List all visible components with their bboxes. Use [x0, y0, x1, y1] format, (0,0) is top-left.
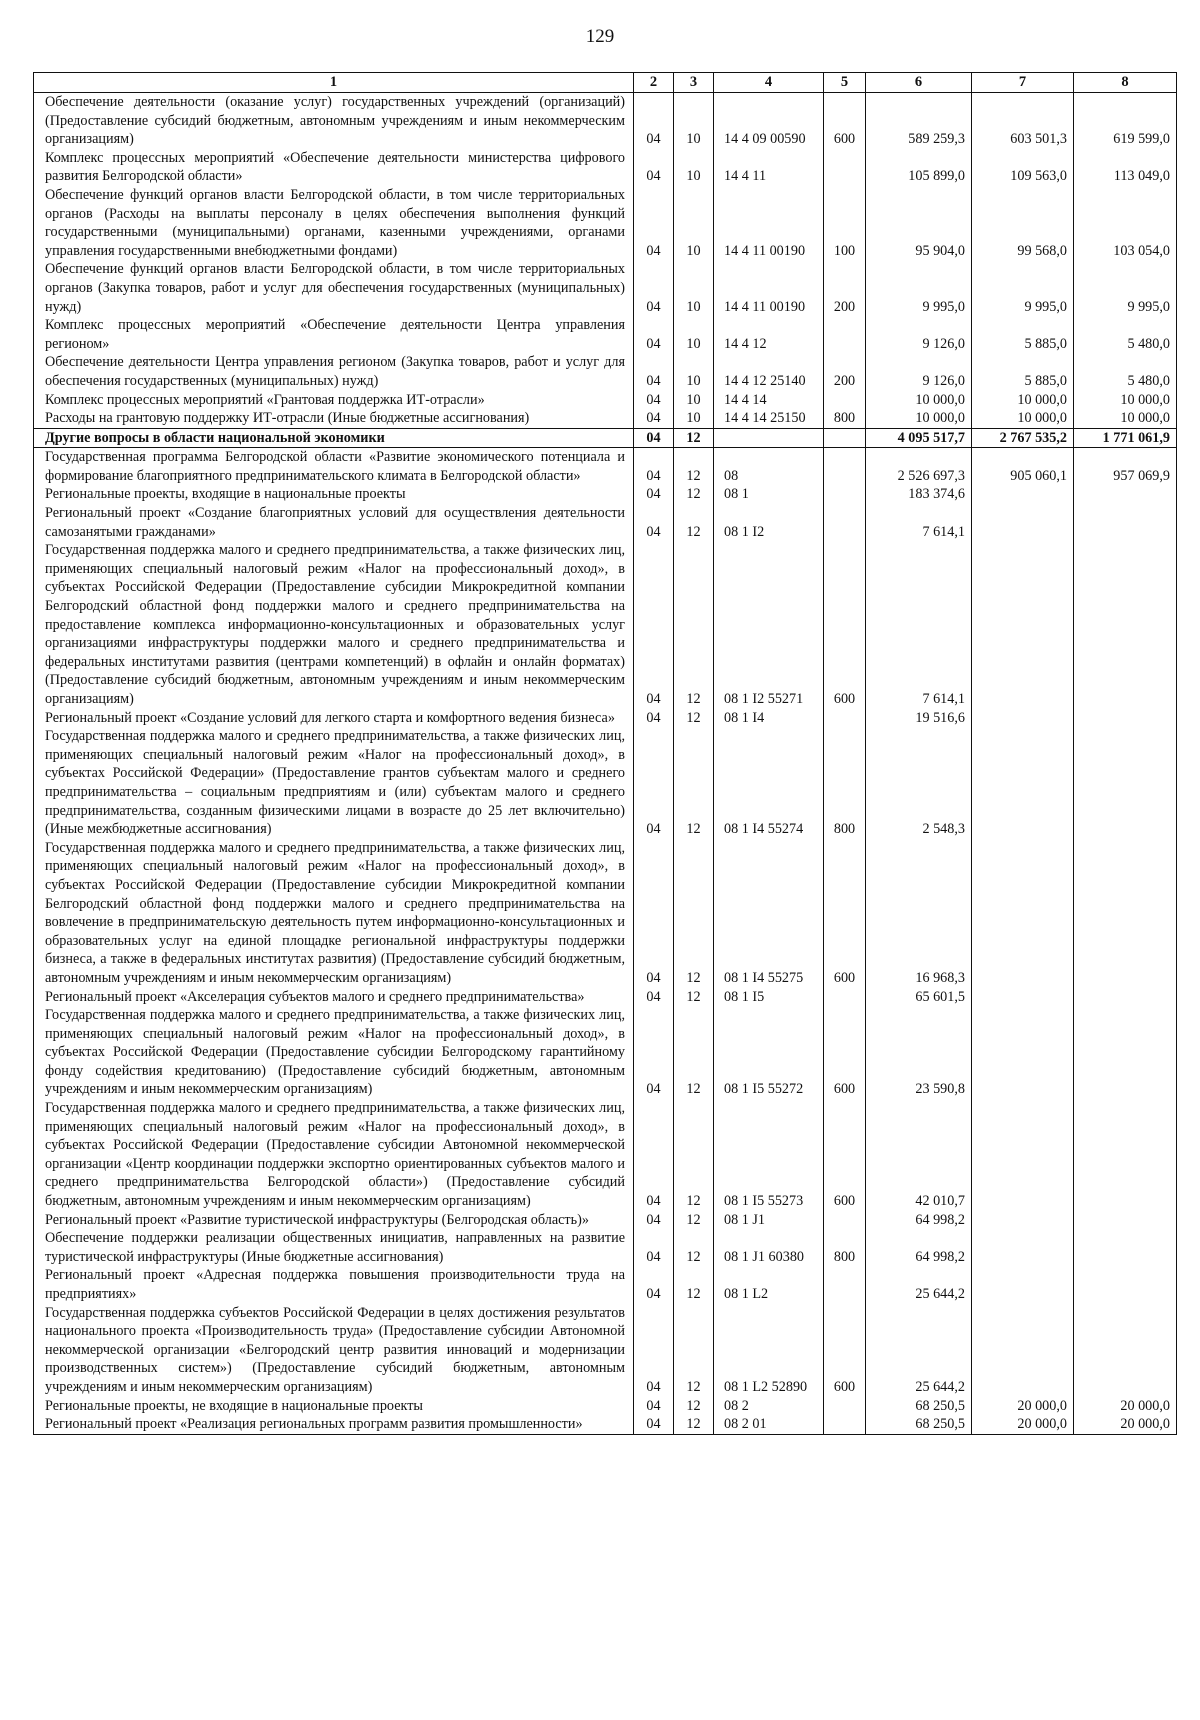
cell-expense-type: 600 [824, 1006, 866, 1099]
cell-name: Комплекс процессных мероприятий «Обеспечение деятельности Центра управления регионом» [34, 316, 634, 353]
table-header [34, 73, 1177, 93]
cell-amount-year2 [972, 1229, 1074, 1266]
cell-target-code: 14 4 14 25150 [714, 409, 824, 428]
header-col-5: 5 [824, 73, 866, 93]
cell-amount-year2: 99 568,0 [972, 186, 1074, 260]
cell-amount-year2 [972, 1304, 1074, 1397]
cell-subsection: 12 [674, 839, 714, 988]
cell-amount-year1: 105 899,0 [866, 149, 972, 186]
cell-amount-year3 [1074, 988, 1177, 1007]
table-row [34, 1304, 1177, 1397]
cell-name: Государственная поддержка субъектов Российской Федерации в целях достижения результатов национального проекта «Производительность труда» (Предоставление субсидии Автономной некоммерческой организации «Белгородский центр развития инноваций и модернизации производственных систем») (Предоставление субсидий бюджетным, автономным учреждениям и иным некоммерческим организациям) [34, 1304, 634, 1397]
cell-target-code [714, 428, 824, 448]
cell-target-code: 08 1 I5 [714, 988, 824, 1007]
table-row [34, 1415, 1177, 1434]
cell-section: 04 [634, 448, 674, 486]
table-row [34, 186, 1177, 260]
cell-amount-year2: 20 000,0 [972, 1415, 1074, 1434]
table-row [34, 1211, 1177, 1230]
cell-amount-year3 [1074, 1304, 1177, 1397]
cell-name: Региональный проект «Создание благоприятных условий для осуществления деятельности самозанятыми гражданами» [34, 504, 634, 541]
cell-name: Региональный проект «Создание условий для легкого старта и комфортного ведения бизнеса» [34, 709, 634, 728]
cell-section: 04 [634, 541, 674, 708]
cell-amount-year1: 42 010,7 [866, 1099, 972, 1211]
cell-name: Расходы на грантовую поддержку ИТ-отрасли (Иные бюджетные ассигнования) [34, 409, 634, 428]
cell-amount-year1: 25 644,2 [866, 1266, 972, 1303]
cell-expense-type: 600 [824, 1099, 866, 1211]
cell-name: Обеспечение деятельности Центра управления регионом (Закупка товаров, работ и услуг для обеспечения государственных (муниципальных) нужд) [34, 353, 634, 390]
cell-subsection: 12 [674, 1099, 714, 1211]
cell-expense-type: 600 [824, 93, 866, 149]
cell-expense-type: 800 [824, 1229, 866, 1266]
cell-section: 04 [634, 186, 674, 260]
cell-expense-type [824, 988, 866, 1007]
cell-section: 04 [634, 1006, 674, 1099]
cell-name: Региональный проект «Реализация региональных программ развития промышленности» [34, 1415, 634, 1434]
cell-amount-year3: 1 771 061,9 [1074, 428, 1177, 448]
cell-name: Региональный проект «Акселерация субъектов малого и среднего предпринимательства» [34, 988, 634, 1007]
cell-amount-year3: 20 000,0 [1074, 1415, 1177, 1434]
cell-amount-year3 [1074, 1266, 1177, 1303]
cell-section: 04 [634, 988, 674, 1007]
table-row [34, 727, 1177, 839]
cell-amount-year1: 2 526 697,3 [866, 448, 972, 486]
cell-amount-year2 [972, 1266, 1074, 1303]
cell-amount-year3: 9 995,0 [1074, 260, 1177, 316]
header-col-7: 7 [972, 73, 1074, 93]
cell-subsection: 12 [674, 428, 714, 448]
header-col-1: 1 [34, 73, 634, 93]
cell-subsection: 12 [674, 1304, 714, 1397]
table-row [34, 260, 1177, 316]
cell-name: Обеспечение деятельности (оказание услуг) государственных учреждений (организаций) (Предоставление субсидий бюджетным, автономным учреждениям и иным некоммерческим организациям) [34, 93, 634, 149]
cell-name: Обеспечение функций органов власти Белгородской области, в том числе территориальных органов (Закупка товаров, работ и услуг для обеспечения государственных (муниципальных) нужд) [34, 260, 634, 316]
cell-amount-year3: 103 054,0 [1074, 186, 1177, 260]
cell-target-code: 08 1 I5 55273 [714, 1099, 824, 1211]
cell-amount-year1: 64 998,2 [866, 1229, 972, 1266]
table-row [34, 409, 1177, 428]
cell-name: Государственная поддержка малого и среднего предпринимательства, а также физических лиц, применяющих специальный налоговый режим «Налог на профессиональный доход», в субъектах Российской Федерации (Предоставление субсидии Микрокредитной компании Белгородский областной фонд поддержки малого и среднего предпринимательства на вовлечение в предпринимательскую деятельность путем информационно-консультационных и образовательных услуг на единой площадке региональной инфраструктуры поддержки бизнеса, а также в федеральных институтах развития) (Предоставление субсидий бюджетным, автономным учреждениям и иным некоммерческим организациям) [34, 839, 634, 988]
cell-expense-type [824, 391, 866, 410]
table-row [34, 1266, 1177, 1303]
cell-subsection: 12 [674, 504, 714, 541]
cell-amount-year2 [972, 839, 1074, 988]
cell-amount-year2: 9 995,0 [972, 260, 1074, 316]
cell-subsection: 10 [674, 260, 714, 316]
cell-section: 04 [634, 504, 674, 541]
cell-subsection: 12 [674, 709, 714, 728]
cell-target-code: 08 1 I5 55272 [714, 1006, 824, 1099]
cell-amount-year1: 25 644,2 [866, 1304, 972, 1397]
cell-section: 04 [634, 316, 674, 353]
cell-name: Государственная программа Белгородской области «Развитие экономического потенциала и формирование благоприятного предпринимательского климата в Белгородской области» [34, 448, 634, 486]
cell-amount-year3 [1074, 485, 1177, 504]
cell-subsection: 12 [674, 485, 714, 504]
cell-target-code: 08 1 I2 55271 [714, 541, 824, 708]
cell-target-code: 14 4 11 00190 [714, 260, 824, 316]
cell-subsection: 10 [674, 353, 714, 390]
cell-amount-year1: 68 250,5 [866, 1415, 972, 1434]
header-col-2: 2 [634, 73, 674, 93]
cell-section: 04 [634, 1211, 674, 1230]
cell-expense-type [824, 1211, 866, 1230]
header-col-6: 6 [866, 73, 972, 93]
cell-amount-year2: 10 000,0 [972, 391, 1074, 410]
cell-amount-year2 [972, 727, 1074, 839]
budget-table [33, 72, 1177, 1435]
cell-section: 04 [634, 1229, 674, 1266]
cell-section: 04 [634, 428, 674, 448]
cell-amount-year3: 10 000,0 [1074, 409, 1177, 428]
cell-amount-year3: 20 000,0 [1074, 1397, 1177, 1416]
cell-amount-year2: 603 501,3 [972, 93, 1074, 149]
cell-expense-type: 600 [824, 839, 866, 988]
cell-amount-year2 [972, 541, 1074, 708]
cell-target-code: 08 2 01 [714, 1415, 824, 1434]
cell-amount-year1: 7 614,1 [866, 541, 972, 708]
cell-section: 04 [634, 839, 674, 988]
cell-subsection: 12 [674, 1229, 714, 1266]
cell-expense-type: 100 [824, 186, 866, 260]
cell-section: 04 [634, 1099, 674, 1211]
cell-amount-year1: 19 516,6 [866, 709, 972, 728]
cell-subsection: 12 [674, 727, 714, 839]
cell-target-code: 08 1 L2 52890 [714, 1304, 824, 1397]
cell-target-code: 08 2 [714, 1397, 824, 1416]
cell-section: 04 [634, 391, 674, 410]
cell-amount-year2 [972, 988, 1074, 1007]
cell-name: Комплекс процессных мероприятий «Обеспечение деятельности министерства цифрового развития Белгородской области» [34, 149, 634, 186]
cell-amount-year3 [1074, 504, 1177, 541]
cell-amount-year2 [972, 1006, 1074, 1099]
header-col-4: 4 [714, 73, 824, 93]
cell-expense-type [824, 149, 866, 186]
cell-target-code: 08 1 J1 [714, 1211, 824, 1230]
cell-section: 04 [634, 727, 674, 839]
cell-amount-year2 [972, 709, 1074, 728]
cell-subsection: 10 [674, 149, 714, 186]
cell-expense-type: 600 [824, 541, 866, 708]
header-col-3: 3 [674, 73, 714, 93]
cell-target-code: 08 1 I4 55274 [714, 727, 824, 839]
cell-subsection: 12 [674, 448, 714, 486]
cell-amount-year1: 23 590,8 [866, 1006, 972, 1099]
cell-amount-year3 [1074, 839, 1177, 988]
cell-name: Другие вопросы в области национальной экономики [34, 428, 634, 448]
table-row [34, 485, 1177, 504]
table-row [34, 839, 1177, 988]
table-row [34, 353, 1177, 390]
header-col-8: 8 [1074, 73, 1177, 93]
cell-name: Государственная поддержка малого и среднего предпринимательства, а также физических лиц, применяющих специальный налоговый режим «Налог на профессиональный доход», в субъектах Российской Федерации (Предоставление субсидии Автономной некоммерческой организации «Центр координации поддержки экспортно ориентированных субъектов малого и среднего предпринимательства Белгородской области») (Предоставление субсидий бюджетным, автономным учреждениям и иным некоммерческим организациям) [34, 1099, 634, 1211]
table-row [34, 1099, 1177, 1211]
cell-amount-year2: 109 563,0 [972, 149, 1074, 186]
cell-amount-year3: 113 049,0 [1074, 149, 1177, 186]
cell-amount-year2: 20 000,0 [972, 1397, 1074, 1416]
cell-expense-type: 800 [824, 409, 866, 428]
cell-amount-year3: 5 480,0 [1074, 316, 1177, 353]
cell-section: 04 [634, 709, 674, 728]
header-row [34, 73, 1177, 93]
cell-target-code: 14 4 11 [714, 149, 824, 186]
cell-target-code: 08 1 [714, 485, 824, 504]
table-row [34, 504, 1177, 541]
cell-subsection: 10 [674, 316, 714, 353]
cell-target-code: 08 1 I4 55275 [714, 839, 824, 988]
cell-section: 04 [634, 353, 674, 390]
cell-target-code: 08 1 J1 60380 [714, 1229, 824, 1266]
cell-amount-year2 [972, 1211, 1074, 1230]
cell-expense-type [824, 1415, 866, 1434]
cell-expense-type: 200 [824, 260, 866, 316]
cell-amount-year1: 589 259,3 [866, 93, 972, 149]
table-row [34, 1397, 1177, 1416]
cell-amount-year1: 7 614,1 [866, 504, 972, 541]
cell-amount-year1: 10 000,0 [866, 409, 972, 428]
cell-amount-year1: 64 998,2 [866, 1211, 972, 1230]
page-number: 129 [585, 26, 615, 47]
cell-amount-year2: 5 885,0 [972, 353, 1074, 390]
table-row [34, 391, 1177, 410]
cell-target-code: 08 1 I2 [714, 504, 824, 541]
cell-subsection: 10 [674, 391, 714, 410]
cell-name: Обеспечение поддержки реализации общественных инициатив, направленных на развитие туристической инфраструктуры (Иные бюджетные ассигнования) [34, 1229, 634, 1266]
table-row [34, 1229, 1177, 1266]
cell-section: 04 [634, 485, 674, 504]
cell-amount-year3 [1074, 1229, 1177, 1266]
cell-amount-year3 [1074, 1006, 1177, 1099]
cell-expense-type: 600 [824, 1304, 866, 1397]
cell-amount-year1: 68 250,5 [866, 1397, 972, 1416]
cell-subsection: 12 [674, 1415, 714, 1434]
cell-section: 04 [634, 1304, 674, 1397]
cell-amount-year1: 9 126,0 [866, 316, 972, 353]
cell-expense-type [824, 709, 866, 728]
table-row [34, 316, 1177, 353]
cell-amount-year1: 2 548,3 [866, 727, 972, 839]
cell-section: 04 [634, 260, 674, 316]
cell-expense-type [824, 428, 866, 448]
cell-target-code: 08 1 L2 [714, 1266, 824, 1303]
cell-name: Региональный проект «Адресная поддержка повышения производительности труда на предприятиях» [34, 1266, 634, 1303]
table-row [34, 541, 1177, 708]
cell-amount-year2 [972, 1099, 1074, 1211]
cell-amount-year3 [1074, 1211, 1177, 1230]
cell-target-code: 14 4 14 [714, 391, 824, 410]
cell-target-code: 14 4 12 25140 [714, 353, 824, 390]
cell-subsection: 12 [674, 1211, 714, 1230]
table-row [34, 988, 1177, 1007]
cell-expense-type [824, 485, 866, 504]
table-row [34, 448, 1177, 486]
cell-amount-year1: 95 904,0 [866, 186, 972, 260]
cell-amount-year1: 9 126,0 [866, 353, 972, 390]
cell-expense-type [824, 504, 866, 541]
cell-amount-year1: 183 374,6 [866, 485, 972, 504]
cell-name: Государственная поддержка малого и среднего предпринимательства, а также физических лиц, применяющих специальный налоговый режим «Налог на профессиональный доход», в субъектах Российской Федерации (Предоставление субсидии Микрокредитной компании Белгородский областной фонд поддержки малого и среднего предпринимательства на предоставление комплекса информационно-консультационных и образовательных услуг организациями инфраструктуры поддержки малого и среднего предпринимательства и федеральных институтами развития (центрами компетенций) в офлайн и онлайн форматах) (Предоставление субсидий бюджетным, автономным учреждениям и иным некоммерческим организациям) [34, 541, 634, 708]
cell-amount-year1: 9 995,0 [866, 260, 972, 316]
cell-expense-type: 800 [824, 727, 866, 839]
cell-amount-year3 [1074, 1099, 1177, 1211]
cell-amount-year3: 957 069,9 [1074, 448, 1177, 486]
cell-name: Региональные проекты, входящие в национальные проекты [34, 485, 634, 504]
cell-expense-type: 200 [824, 353, 866, 390]
cell-amount-year2 [972, 504, 1074, 541]
table-row [34, 149, 1177, 186]
cell-amount-year1: 10 000,0 [866, 391, 972, 410]
cell-name: Комплекс процессных мероприятий «Грантовая поддержка ИТ-отрасли» [34, 391, 634, 410]
table-body [34, 93, 1177, 1435]
cell-section: 04 [634, 149, 674, 186]
cell-amount-year3: 619 599,0 [1074, 93, 1177, 149]
cell-subsection: 12 [674, 988, 714, 1007]
cell-amount-year3 [1074, 541, 1177, 708]
cell-section: 04 [634, 93, 674, 149]
table-row [34, 428, 1177, 448]
cell-amount-year2: 2 767 535,2 [972, 428, 1074, 448]
cell-amount-year1: 16 968,3 [866, 839, 972, 988]
table-row [34, 1006, 1177, 1099]
cell-target-code: 14 4 11 00190 [714, 186, 824, 260]
cell-target-code: 08 1 I4 [714, 709, 824, 728]
cell-amount-year3 [1074, 727, 1177, 839]
cell-expense-type [824, 316, 866, 353]
cell-expense-type [824, 1397, 866, 1416]
table-row [34, 93, 1177, 149]
cell-section: 04 [634, 1266, 674, 1303]
cell-amount-year2: 10 000,0 [972, 409, 1074, 428]
cell-target-code: 14 4 09 00590 [714, 93, 824, 149]
cell-section: 04 [634, 1397, 674, 1416]
cell-subsection: 10 [674, 186, 714, 260]
cell-section: 04 [634, 409, 674, 428]
cell-subsection: 10 [674, 93, 714, 149]
cell-target-code: 14 4 12 [714, 316, 824, 353]
cell-subsection: 12 [674, 1397, 714, 1416]
cell-subsection: 12 [674, 541, 714, 708]
cell-amount-year2: 905 060,1 [972, 448, 1074, 486]
cell-name: Государственная поддержка малого и среднего предпринимательства, а также физических лиц, применяющих специальный налоговый режим «Налог на профессиональный доход», в субъектах Российской Федерации (Предоставление субсидии Белгородскому гарантийному фонду содействия кредитованию) (Предоставление субсидий бюджетным, автономным учреждениям и иным некоммерческим организациям) [34, 1006, 634, 1099]
cell-subsection: 12 [674, 1006, 714, 1099]
cell-expense-type [824, 1266, 866, 1303]
cell-subsection: 10 [674, 409, 714, 428]
cell-section: 04 [634, 1415, 674, 1434]
cell-subsection: 12 [674, 1266, 714, 1303]
table-row [34, 709, 1177, 728]
cell-name: Государственная поддержка малого и среднего предпринимательства, а также физических лиц, применяющих специальный налоговый режим «Налог на профессиональный доход», в субъектах Российской Федерации» (Предоставление грантов субъектам малого и среднего предпринимательства – социальным предприятиям и (или) субъектам малого и среднего предпринимательства, созданным физическими лицами в возрасте до 25 лет включительно) (Иные межбюджетные ассигнования) [34, 727, 634, 839]
cell-amount-year2 [972, 485, 1074, 504]
cell-name: Региональный проект «Развитие туристической инфраструктуры (Белгородская область)» [34, 1211, 634, 1230]
cell-expense-type [824, 448, 866, 486]
cell-amount-year3 [1074, 709, 1177, 728]
cell-name: Региональные проекты, не входящие в национальные проекты [34, 1397, 634, 1416]
cell-amount-year3: 5 480,0 [1074, 353, 1177, 390]
cell-amount-year1: 4 095 517,7 [866, 428, 972, 448]
cell-amount-year3: 10 000,0 [1074, 391, 1177, 410]
cell-name: Обеспечение функций органов власти Белгородской области, в том числе территориальных органов (Расходы на выплаты персоналу в целях обеспечения выполнения функций государственными (муниципальными) органами, казенными учреждениями, органами управления государственными внебюджетными фондами) [34, 186, 634, 260]
cell-target-code: 08 [714, 448, 824, 486]
cell-amount-year2: 5 885,0 [972, 316, 1074, 353]
cell-amount-year1: 65 601,5 [866, 988, 972, 1007]
